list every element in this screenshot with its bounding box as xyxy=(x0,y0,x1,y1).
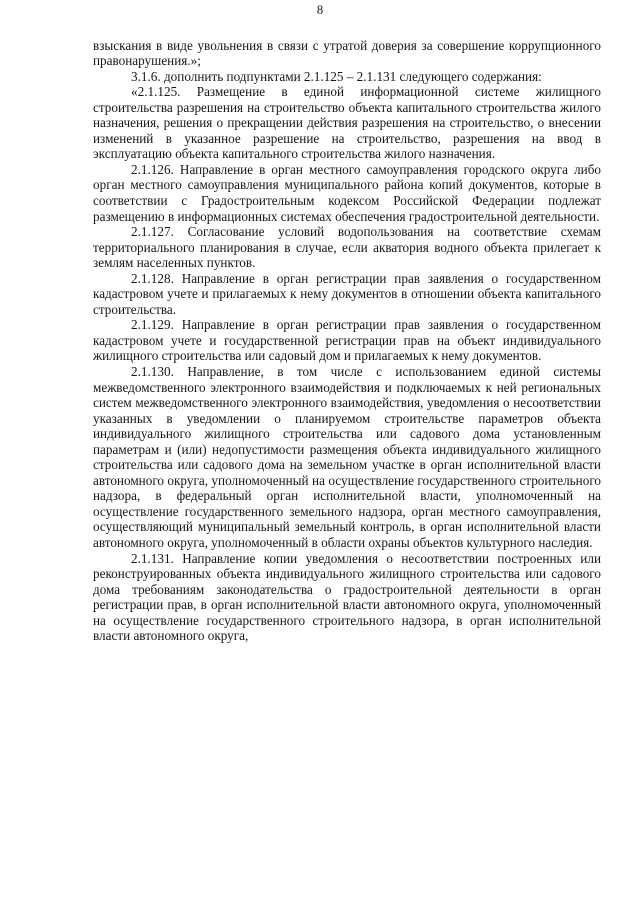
paragraph-2-1-131: 2.1.131. Направление копии уведомления о несоответствии построенных или реконструированных объекта индивидуального жилищного строительства или садового дома требованиям законодательства о градостроительной деятельности в орган регистрации прав, в орган исполнительной власти автономного округа, уполномоченный на осуществление государственного строительного надзора, в орган исполнительной власти автономного округа, xyxy=(93,550,601,644)
paragraph-2-1-129: 2.1.129. Направление в орган регистрации прав заявления о государственном кадастровом учете и государственной регистрации прав на объект индивидуального жилищного строительства или садовый дом и прилагаемых к нему документов. xyxy=(93,317,601,364)
paragraph-2-1-125: «2.1.125. Размещение в единой информационной системе жилищного строительства разрешения на строительство объекта капитального строительства жилого назначения, решения о прекращении действия разрешения на строительство, о внесении изменений в указанное разрешение на строительство, разрешения на ввод в эксплуатацию объекта капитального строительства жилого назначения. xyxy=(93,84,601,162)
paragraph-2-1-127: 2.1.127. Согласование условий водопользования на соответствие схемам территориального планирования в случае, если акватория водного объекта прилегает к землям населенных пунктов. xyxy=(93,224,601,271)
paragraph-2-1-130: 2.1.130. Направление, в том числе с использованием единой системы межведомственного электронного взаимодействия и подключаемых к ней региональных систем межведомственного электронного взаимодействия, уведомления о несоответствии указанных в уведомлении о планируемом строительстве параметров объекта индивидуального жилищного строительства или садового дома установленным параметрам и (или) недопустимости размещения объекта индивидуального жилищного строительства или садового дома на земельном участке в орган исполнительной власти автономного округа, уполномоченный на осуществление государственного строительного надзора, в федеральный орган исполнительной власти, уполномоченный на осуществление государственного земельного надзора, орган местного самоуправления, осуществляющий муниципальный земельный контроль, в орган исполнительной власти автономного округа, уполномоченный в области охраны объектов культурного наследия. xyxy=(93,363,601,550)
paragraph-2-1-128: 2.1.128. Направление в орган регистрации прав заявления о государственном кадастровом учете и прилагаемых к нему документов в отношении объекта капитального строительства. xyxy=(93,270,601,317)
paragraph-2-1-126: 2.1.126. Направление в орган местного самоуправления городского округа либо орган местного самоуправления муниципального района копий документов, которые в соответствии с Градостроительным кодексом Российской Федерации подлежат размещению в информационных системах обеспечения градостроительной деятельности. xyxy=(93,161,601,224)
paragraph-continuation: взыскания в виде увольнения в связи с утратой доверия за совершение коррупционного правонарушения.»; xyxy=(93,37,601,69)
document-body xyxy=(93,38,601,644)
paragraph-3-1-6: 3.1.6. дополнить подпунктами 2.1.125 – 2.1.131 следующего содержания: xyxy=(131,68,542,84)
page-number: 8 xyxy=(316,3,324,17)
